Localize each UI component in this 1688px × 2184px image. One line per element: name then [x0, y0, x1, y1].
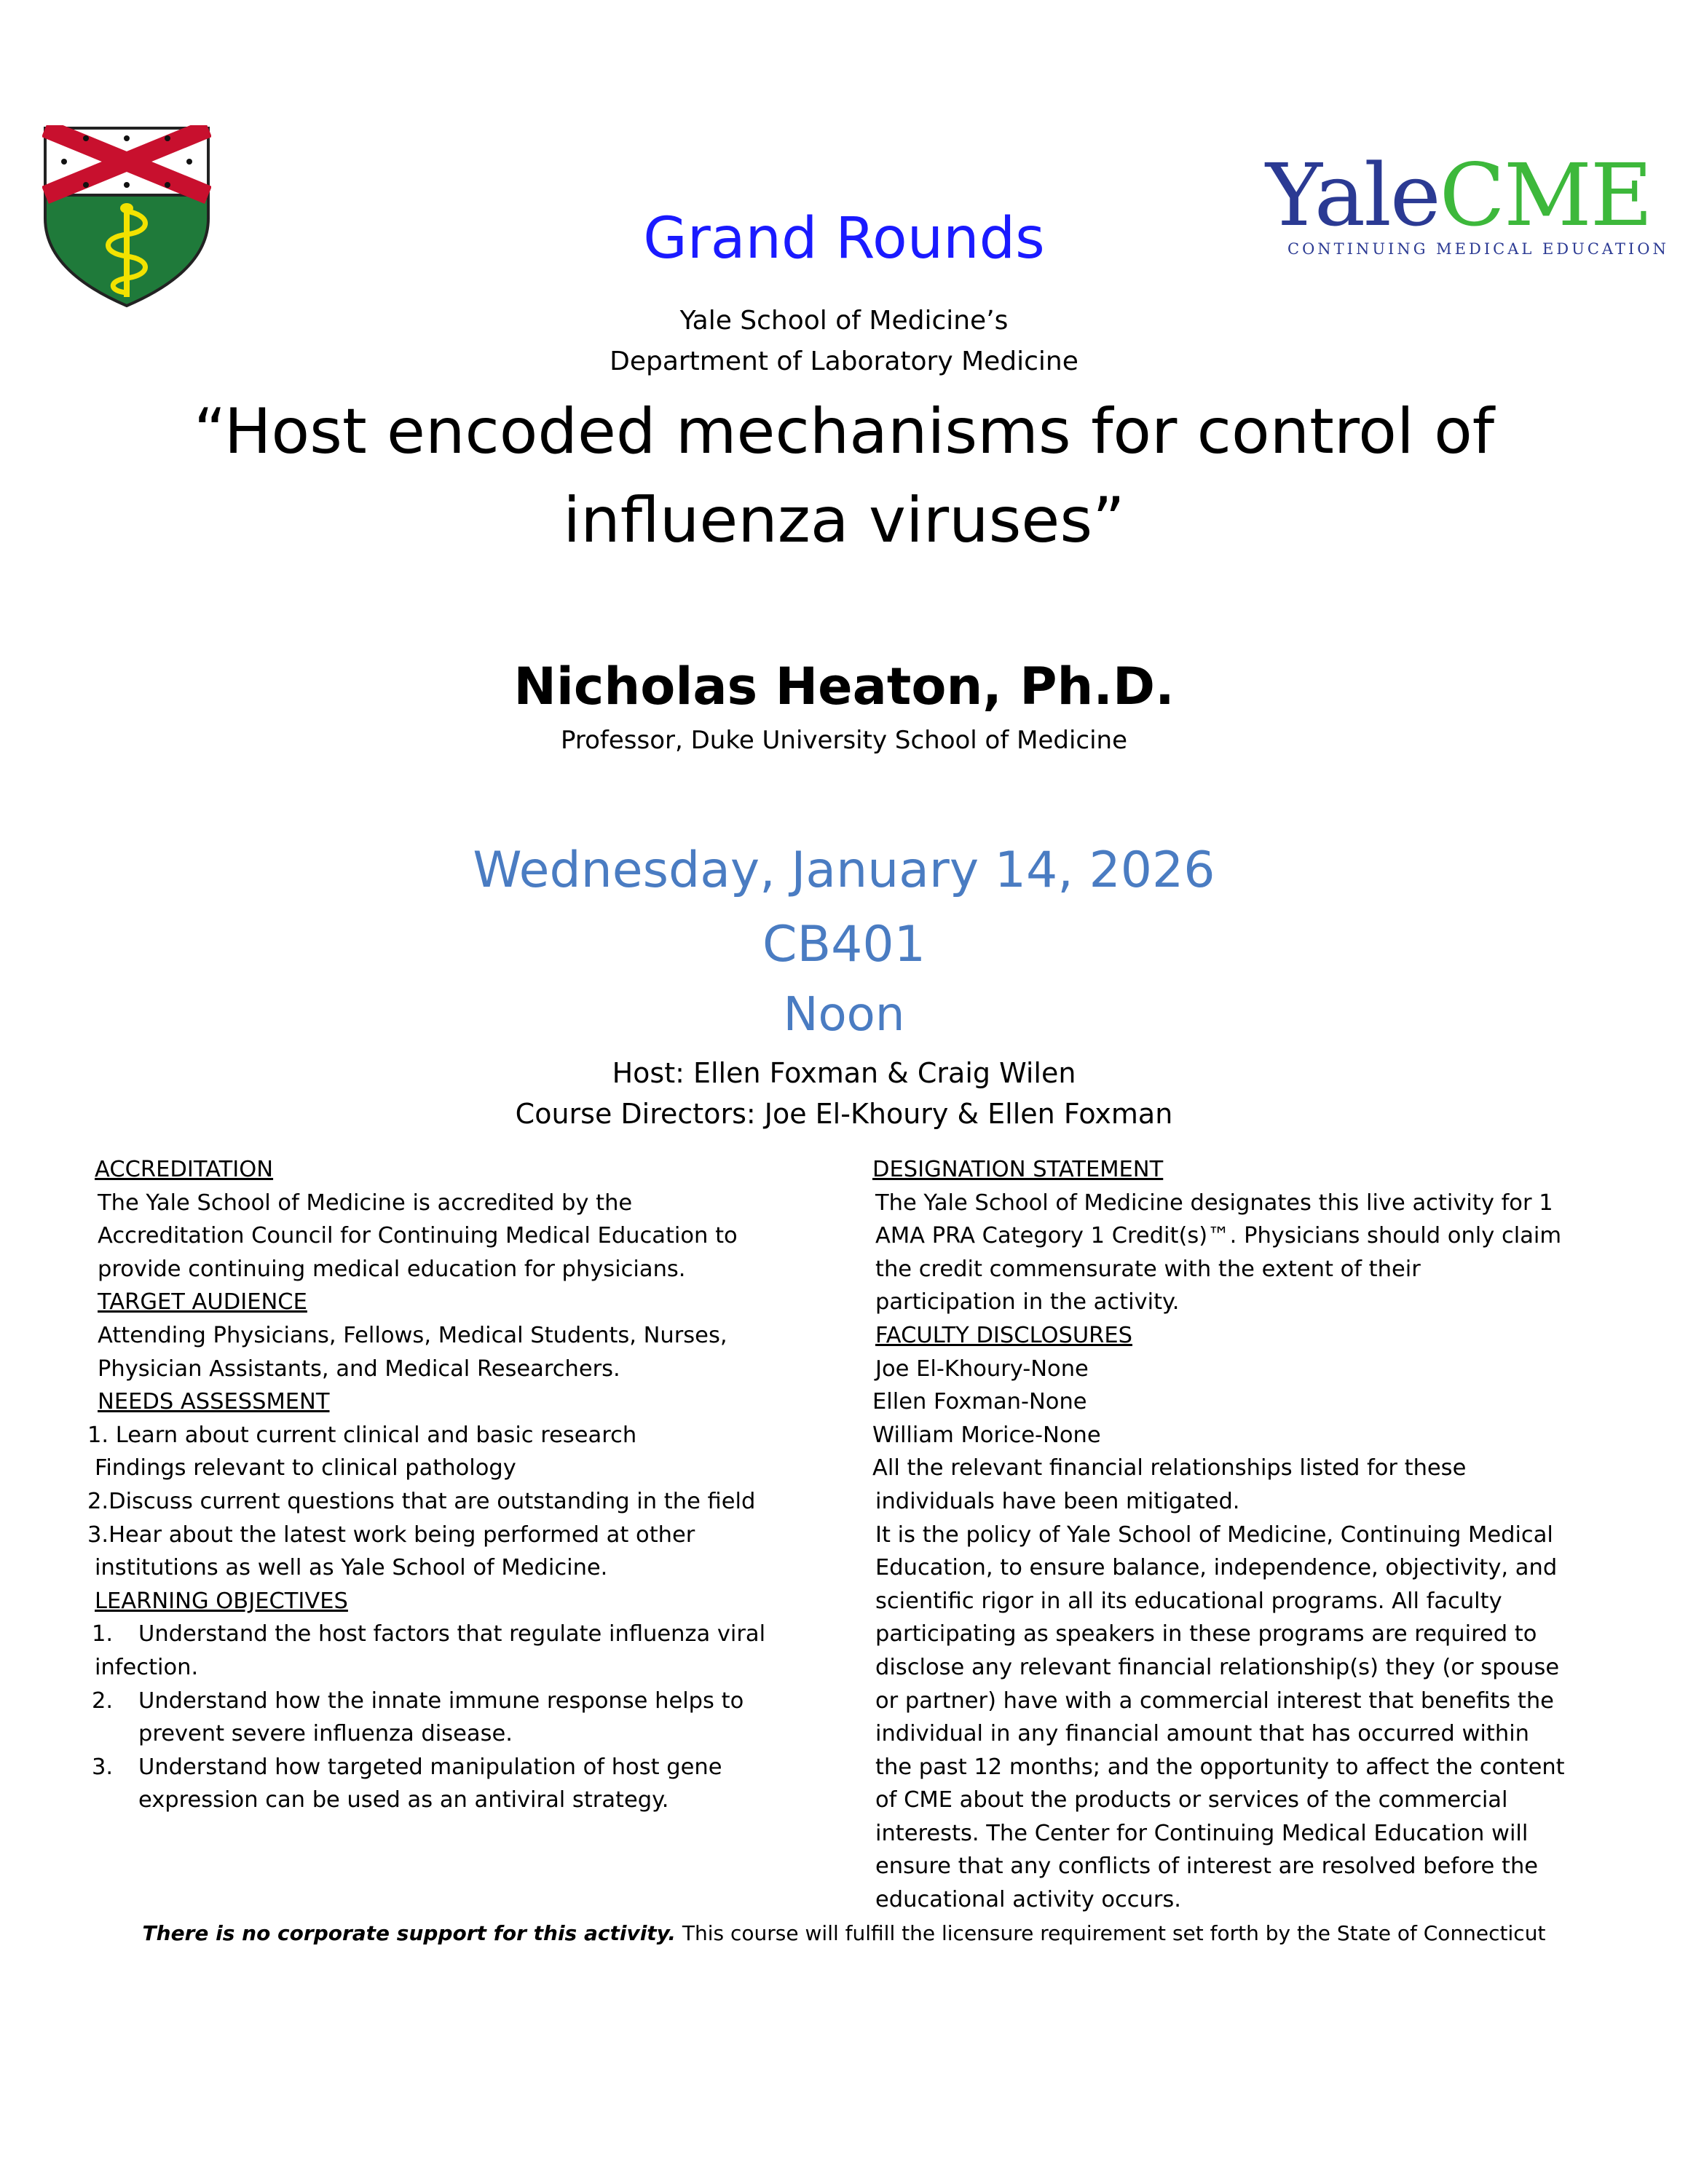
footer-note: [0, 1919, 1688, 1948]
event-date: Wednesday, January 14, 2026: [473, 842, 1215, 899]
right-column: [872, 1153, 1644, 1917]
footer-text: This course will fulfill the licensure requirement set forth by the State of Connecticut: [676, 1921, 1546, 1945]
yale-cme-logo: YaleCME CONTINUING MEDICAL EDUCATION: [1266, 145, 1669, 258]
speaker-role: Professor, Duke University School of Medicine: [560, 726, 1128, 755]
audience-line: Physician Assistants, and Medical Researchers.: [98, 1356, 620, 1382]
designation-line: AMA PRA Category 1 Credit(s)™. Physicians should only claim: [875, 1223, 1562, 1249]
needs-heading: NEEDS ASSESSMENT: [98, 1389, 330, 1415]
disclosure-line: of CME about the products or services of the commercial: [875, 1787, 1508, 1813]
disclosure-line: All the relevant financial relationships listed for these: [872, 1455, 1467, 1481]
accreditation-heading: ACCREDITATION: [95, 1157, 274, 1182]
disclosures-heading: FACULTY DISCLOSURES: [875, 1322, 1132, 1348]
accreditation-line: Accreditation Council for Continuing Medical Education to: [98, 1223, 738, 1249]
needs-line: 3.Hear about the latest work being performed at other: [87, 1522, 695, 1548]
designation-line: the credit commensurate with the extent of their: [875, 1256, 1421, 1282]
disclosure-line: or partner) have with a commercial interest that benefits the: [875, 1688, 1554, 1714]
disclosure-line: It is the policy of Yale School of Medicine, Continuing Medical: [875, 1522, 1553, 1548]
disclosure-name: Joe El-Khoury-None: [875, 1356, 1089, 1382]
speaker-name: Nicholas Heaton, Ph.D.: [513, 657, 1175, 716]
series-title: Grand Rounds: [643, 206, 1045, 272]
objective-item: 3. Understand how targeted manipulation of host gene: [92, 1754, 722, 1780]
school-name: Yale School of Medicine’s: [679, 306, 1009, 336]
event-time: Noon: [783, 988, 905, 1042]
disclosure-line: interests. The Center for Continuing Medical Education will: [875, 1820, 1529, 1846]
designation-line: participation in the activity.: [875, 1289, 1180, 1315]
designation-heading: DESIGNATION STATEMENT: [872, 1157, 1164, 1182]
disclosure-line: the past 12 months; and the opportunity to affect the content: [875, 1754, 1565, 1780]
needs-line: 2.Discuss current questions that are outstanding in the field: [87, 1488, 756, 1514]
accreditation-line: provide continuing medical education for physicians.: [98, 1256, 686, 1282]
disclosure-line: scientific rigor in all its educational programs. All faculty: [875, 1588, 1502, 1614]
talk-title: “Host encoded mechanisms for control of influenza viruses”: [193, 395, 1494, 557]
needs-line: 1. Learn about current clinical and basic research: [87, 1422, 637, 1448]
event-room: CB401: [762, 916, 926, 973]
accreditation-line: The Yale School of Medicine is accredited by the: [98, 1190, 633, 1216]
disclosure-line: individual in any financial amount that has occurred within: [875, 1721, 1529, 1747]
objective-item-cont: infection.: [95, 1654, 199, 1680]
disclosure-name: William Morice-None: [872, 1422, 1101, 1448]
footer-bold: There is no corporate support for this activity.: [142, 1921, 676, 1945]
audience-heading: TARGET AUDIENCE: [98, 1289, 307, 1315]
disclosure-line: disclose any relevant financial relationship(s) they (or spouse: [875, 1654, 1560, 1680]
disclosure-line: ensure that any conflicts of interest are resolved before the: [875, 1853, 1539, 1880]
needs-line: institutions as well as Yale School of Medicine.: [95, 1555, 608, 1581]
course-directors: Course Directors: Joe El-Khoury & Ellen Foxman: [515, 1098, 1173, 1130]
audience-line: Attending Physicians, Fellows, Medical Students, Nurses,: [98, 1322, 727, 1348]
designation-line: The Yale School of Medicine designates this live activity for 1: [875, 1190, 1553, 1216]
disclosure-line: participating as speakers in these programs are required to: [875, 1621, 1537, 1647]
disclosure-line: Education, to ensure balance, independence, objectivity, and: [875, 1555, 1558, 1581]
disclosure-line: individuals have been mitigated.: [875, 1488, 1240, 1514]
disclosure-line: educational activity occurs.: [875, 1887, 1181, 1913]
event-host: Host: Ellen Foxman & Craig Wilen: [612, 1057, 1076, 1089]
left-column: [87, 1153, 823, 1817]
department-name: Department of Laboratory Medicine: [610, 347, 1078, 376]
objective-item: 2. Understand how the innate immune response helps to: [92, 1688, 744, 1714]
disclosure-name: Ellen Foxman-None: [872, 1389, 1087, 1415]
objective-item-cont: prevent severe influenza disease.: [138, 1721, 513, 1747]
objectives-heading: LEARNING OBJECTIVES: [95, 1588, 348, 1614]
objective-item: 1. Understand the host factors that regulate influenza viral: [92, 1621, 766, 1647]
objective-item-cont: expression can be used as an antiviral strategy.: [138, 1787, 669, 1813]
needs-line: Findings relevant to clinical pathology: [95, 1455, 516, 1481]
